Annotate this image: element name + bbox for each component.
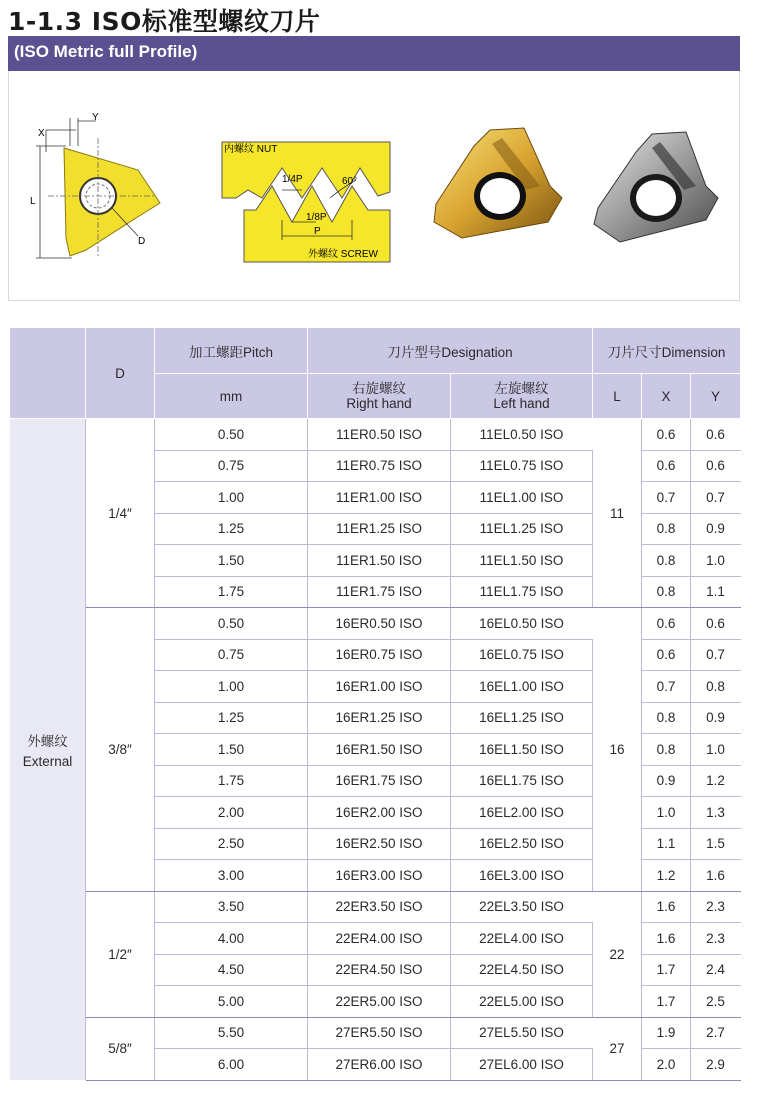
length-cell: 22 — [593, 891, 642, 1017]
diameter-cell: 1/2″ — [86, 891, 155, 1017]
pitch-cell: 4.50 — [155, 954, 308, 986]
y-cell: 1.0 — [691, 545, 741, 577]
right-hand-cell: 22ER4.50 ISO — [308, 954, 451, 986]
left-hand-cell: 11EL1.00 ISO — [451, 482, 593, 514]
pitch-cell: 2.00 — [155, 797, 308, 829]
left-hand-cell: 22EL4.00 ISO — [451, 923, 593, 955]
left-hand-cell: 22EL3.50 ISO — [451, 891, 593, 923]
x-cell: 0.7 — [642, 671, 691, 703]
pitch-cell: 1.00 — [155, 671, 308, 703]
left-hand-cell: 27EL6.00 ISO — [451, 1049, 593, 1081]
x-cell: 0.6 — [642, 450, 691, 482]
header-left-hand — [451, 374, 593, 419]
left-hand-cell: 11EL1.75 ISO — [451, 576, 593, 608]
diameter-cell: 1/4″ — [86, 419, 155, 608]
header-mm: mm — [155, 374, 308, 419]
header-pitch: 加工螺距Pitch — [155, 328, 308, 374]
right-hand-cell: 11ER1.50 ISO — [308, 545, 451, 577]
length-cell: 27 — [593, 1017, 642, 1080]
left-hand-cell: 11EL1.25 ISO — [451, 513, 593, 545]
pitch-cell: 3.00 — [155, 860, 308, 892]
left-hand-cell: 16EL0.50 ISO — [451, 608, 593, 640]
right-hand-cell: 16ER0.75 ISO — [308, 639, 451, 671]
pitch-cell: 0.75 — [155, 639, 308, 671]
page-title: 1-1.3 ISO标准型螺纹刀片 — [8, 7, 321, 36]
table-row — [10, 419, 741, 451]
quarter-p-label: 1/4P — [282, 174, 303, 185]
pitch-cell: 0.50 — [155, 419, 308, 451]
label-l: L — [30, 196, 36, 207]
length-cell: 16 — [593, 608, 642, 892]
right-hand-cell: 11ER1.75 ISO — [308, 576, 451, 608]
subtitle: (ISO Metric full Profile) — [14, 42, 198, 61]
right-hand-cell: 16ER1.00 ISO — [308, 671, 451, 703]
x-cell: 0.6 — [642, 419, 691, 451]
x-cell: 1.1 — [642, 828, 691, 860]
pitch-cell: 5.00 — [155, 986, 308, 1018]
y-cell: 2.9 — [691, 1049, 741, 1081]
left-hand-cell: 11EL0.50 ISO — [451, 419, 593, 451]
right-cn: 右旋螺纹 — [352, 381, 406, 396]
x-cell: 0.8 — [642, 576, 691, 608]
header-right-hand — [308, 374, 451, 419]
header-l: L — [593, 374, 642, 419]
header-blank — [10, 328, 86, 419]
thread-profile-diagram — [220, 140, 395, 265]
right-hand-cell: 11ER0.50 ISO — [308, 419, 451, 451]
y-cell: 1.3 — [691, 797, 741, 829]
label-d: D — [138, 236, 146, 247]
right-hand-cell: 16ER2.50 ISO — [308, 828, 451, 860]
header-x: X — [642, 374, 691, 419]
table-row — [10, 891, 741, 923]
spec-table — [9, 327, 741, 1081]
x-cell: 0.8 — [642, 513, 691, 545]
left-hand-cell: 22EL5.00 ISO — [451, 986, 593, 1018]
x-cell: 0.9 — [642, 765, 691, 797]
subtitle-bar — [8, 36, 740, 71]
pitch-cell: 4.00 — [155, 923, 308, 955]
header-designation: 刀片型号Designation — [308, 328, 593, 374]
right-hand-cell: 22ER4.00 ISO — [308, 923, 451, 955]
pitch-cell: 1.25 — [155, 513, 308, 545]
nut-label: 内螺纹 NUT — [224, 144, 278, 155]
x-cell: 1.7 — [642, 986, 691, 1018]
section-label-en: External — [22, 753, 73, 769]
label-x: X — [38, 128, 45, 139]
left-hand-cell: 11EL1.50 ISO — [451, 545, 593, 577]
right-hand-cell: 11ER1.25 ISO — [308, 513, 451, 545]
silver-insert-image — [590, 128, 730, 248]
y-cell: 1.2 — [691, 765, 741, 797]
left-hand-cell: 11EL0.75 ISO — [451, 450, 593, 482]
pitch-cell: 3.50 — [155, 891, 308, 923]
screw-label: 外螺纹 SCREW — [308, 249, 378, 260]
y-cell: 1.0 — [691, 734, 741, 766]
section-label-cn: 外螺纹 — [27, 733, 68, 749]
left-hand-cell: 16EL1.25 ISO — [451, 702, 593, 734]
y-cell: 2.3 — [691, 891, 741, 923]
y-cell: 1.1 — [691, 576, 741, 608]
left-hand-cell: 16EL1.50 ISO — [451, 734, 593, 766]
y-cell: 0.7 — [691, 639, 741, 671]
right-hand-cell: 16ER1.50 ISO — [308, 734, 451, 766]
pitch-cell: 1.00 — [155, 482, 308, 514]
pitch-cell: 1.75 — [155, 765, 308, 797]
length-cell: 11 — [593, 419, 642, 608]
x-cell: 0.8 — [642, 702, 691, 734]
left-hand-cell: 27EL5.50 ISO — [451, 1017, 593, 1049]
pitch-cell: 0.75 — [155, 450, 308, 482]
table-row — [10, 1017, 741, 1049]
left-hand-cell: 16EL3.00 ISO — [451, 860, 593, 892]
x-cell: 0.6 — [642, 639, 691, 671]
angle-label: 60° — [342, 176, 358, 187]
x-cell: 0.6 — [642, 608, 691, 640]
left-hand-cell: 16EL0.75 ISO — [451, 639, 593, 671]
right-hand-cell: 22ER5.00 ISO — [308, 986, 451, 1018]
pitch-cell: 5.50 — [155, 1017, 308, 1049]
y-cell: 0.6 — [691, 419, 741, 451]
y-cell: 0.6 — [691, 450, 741, 482]
pitch-cell: 1.50 — [155, 545, 308, 577]
right-hand-cell: 11ER0.75 ISO — [308, 450, 451, 482]
y-cell: 0.6 — [691, 608, 741, 640]
y-cell: 0.8 — [691, 671, 741, 703]
right-hand-cell: 16ER0.50 ISO — [308, 608, 451, 640]
label-y: Y — [92, 112, 99, 123]
right-hand-cell: 16ER1.75 ISO — [308, 765, 451, 797]
left-cn: 左旋螺纹 — [494, 381, 549, 396]
pitch-cell: 1.50 — [155, 734, 308, 766]
right-hand-cell: 16ER1.25 ISO — [308, 702, 451, 734]
x-cell: 1.7 — [642, 954, 691, 986]
header-row — [10, 328, 741, 374]
right-hand-cell: 16ER2.00 ISO — [308, 797, 451, 829]
left-hand-cell: 22EL4.50 ISO — [451, 954, 593, 986]
gold-insert-image — [430, 126, 570, 246]
header-y: Y — [691, 374, 741, 419]
section-external — [10, 419, 86, 1081]
y-cell: 2.7 — [691, 1017, 741, 1049]
pitch-cell: 2.50 — [155, 828, 308, 860]
x-cell: 1.6 — [642, 923, 691, 955]
x-cell: 2.0 — [642, 1049, 691, 1081]
left-hand-cell: 16EL2.00 ISO — [451, 797, 593, 829]
diameter-cell: 5/8″ — [86, 1017, 155, 1080]
insert-dimension-diagram — [20, 108, 170, 268]
right-en: Right hand — [346, 396, 412, 411]
y-cell: 1.6 — [691, 860, 741, 892]
x-cell: 1.2 — [642, 860, 691, 892]
pitch-cell: 0.50 — [155, 608, 308, 640]
left-en: Left hand — [493, 396, 550, 411]
right-hand-cell: 16ER3.00 ISO — [308, 860, 451, 892]
y-cell: 0.9 — [691, 513, 741, 545]
x-cell: 0.8 — [642, 545, 691, 577]
right-hand-cell: 27ER5.50 ISO — [308, 1017, 451, 1049]
y-cell: 0.7 — [691, 482, 741, 514]
y-cell: 2.3 — [691, 923, 741, 955]
x-cell: 1.9 — [642, 1017, 691, 1049]
pitch-cell: 1.75 — [155, 576, 308, 608]
x-cell: 0.8 — [642, 734, 691, 766]
left-hand-cell: 16EL1.75 ISO — [451, 765, 593, 797]
x-cell: 0.7 — [642, 482, 691, 514]
x-cell: 1.0 — [642, 797, 691, 829]
pitch-cell: 1.25 — [155, 702, 308, 734]
x-cell: 1.6 — [642, 891, 691, 923]
right-hand-cell: 27ER6.00 ISO — [308, 1049, 451, 1081]
y-cell: 2.4 — [691, 954, 741, 986]
right-hand-cell: 22ER3.50 ISO — [308, 891, 451, 923]
y-cell: 1.5 — [691, 828, 741, 860]
diameter-cell: 3/8″ — [86, 608, 155, 892]
y-cell: 2.5 — [691, 986, 741, 1018]
left-hand-cell: 16EL1.00 ISO — [451, 671, 593, 703]
header-d: D — [86, 328, 155, 419]
table-row — [10, 608, 741, 640]
y-cell: 0.9 — [691, 702, 741, 734]
pitch-cell: 6.00 — [155, 1049, 308, 1081]
right-hand-cell: 11ER1.00 ISO — [308, 482, 451, 514]
eighth-p-label: 1/8P — [306, 212, 327, 223]
header-dimension: 刀片尺寸Dimension — [593, 328, 741, 374]
left-hand-cell: 16EL2.50 ISO — [451, 828, 593, 860]
p-label: P — [314, 226, 321, 237]
